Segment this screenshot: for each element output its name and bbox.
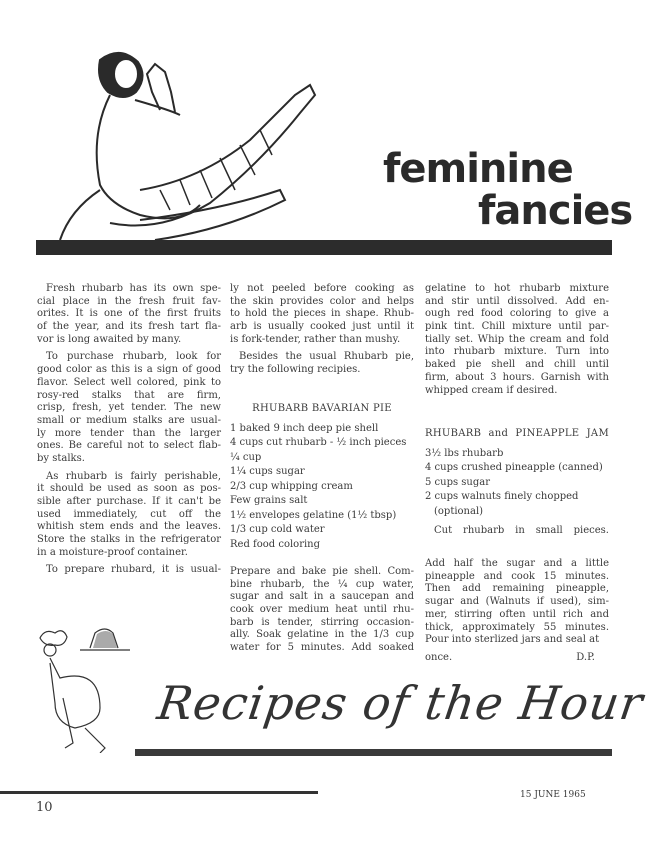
paragraph — [37, 351, 221, 465]
text-line: Then add remaining pineapple, — [425, 583, 609, 595]
article-column-1 — [37, 283, 221, 582]
ingredient-item: 5 cups sugar — [425, 476, 491, 488]
ingredient-item: 2 cups walnuts finely chopped — [425, 491, 579, 503]
paragraph — [37, 283, 221, 346]
text-line: to hold the pieces in shape. Rhub- — [230, 308, 414, 320]
text-line: sible after purchase. If it can't be — [37, 496, 221, 507]
paragraph — [37, 471, 221, 560]
text-line: barb is tender, stirring occasion- — [230, 616, 414, 628]
text-line: Store the stalks in the refrigerator — [37, 534, 221, 546]
text-line: vor is long awaited by many. — [37, 333, 182, 345]
text-line: Pour into sterlized jars and seal at — [425, 634, 600, 646]
text-line: whitish stem ends and the leaves. — [37, 521, 221, 533]
text-line: sugar and (Walnuts if used), sim- — [425, 596, 609, 608]
text-line: cook over medium heat until rhu- — [230, 604, 414, 616]
text-line: Fresh rhubarb has its own spe- — [46, 283, 221, 294]
ingredient-item: 1¼ cups sugar — [230, 466, 305, 478]
ingredient-list — [425, 447, 609, 520]
text-line: ly more tender than the larger — [37, 427, 221, 439]
text-line: ones. Be careful not to select flab- — [37, 440, 221, 452]
text-line: rosy-red stalks that are firm, — [37, 389, 221, 401]
text-line: pineapple and cook 15 minutes. — [425, 570, 609, 582]
ingredient-item: 1/3 cup cold water — [230, 524, 325, 536]
text-line: of the year, and its fresh tart fla- — [37, 321, 221, 333]
text-line: bine rhubarb, the ¼ cup water, — [230, 578, 414, 590]
text-line: used immediately, cut off the — [37, 508, 221, 520]
page-number: 10 — [36, 800, 53, 815]
spacer — [425, 402, 609, 422]
text-line: Cut rhubarb in small pieces. — [434, 525, 609, 537]
text-line: ough red food coloring to give a — [425, 308, 609, 320]
text-line: baked pie shell and chill until — [425, 359, 609, 371]
text-line: ly not peeled before cooking as — [230, 283, 414, 294]
paragraph — [230, 283, 414, 346]
text-line: good color as this is a sign of good — [37, 364, 221, 376]
text-line: To purchase rhubarb, look for — [46, 351, 221, 363]
text-line: small or medium stalks are usual- — [37, 414, 221, 426]
text-line: try the following recipies. — [230, 364, 361, 376]
text-line: Prepare and bake pie shell. Com- — [230, 566, 414, 578]
spacer — [230, 377, 414, 397]
paragraph — [37, 564, 221, 577]
text-line: once. — [425, 651, 453, 663]
author-initials: D.P. — [576, 651, 595, 663]
ingredient-item: ¼ cup — [230, 451, 262, 463]
text-line: arb is usually cooked just until it — [230, 321, 414, 333]
text-line: is fork-tender, rather than mushy. — [230, 333, 401, 345]
text-line: in a moisture-proof container. — [37, 546, 188, 558]
ingredient-item: 3½ lbs rhubarb — [425, 447, 504, 459]
ingredient-item: 4 cups crushed pineapple (canned) — [425, 462, 603, 474]
paragraph — [230, 351, 414, 376]
text-line: whipped cream if desired. — [425, 384, 558, 396]
ingredient-item: 2/3 cup whipping cream — [230, 480, 353, 492]
text-line: thick, approximately 55 minutes. — [425, 621, 609, 633]
text-line: crisp, fresh, yet tender. The new — [37, 402, 221, 414]
text-line: mer, stirring often until rich and — [425, 608, 609, 620]
text-line: and stir until dissolved. Add en- — [425, 295, 609, 307]
title-banner-bar — [36, 240, 612, 255]
recipe-heading: RHUBARB BAVARIAN PIE — [252, 402, 392, 414]
text-line: sugar and salt in a saucepan and — [230, 591, 414, 603]
text-line: it should be used as soon as pos- — [37, 483, 221, 495]
ingredient-item: 4 cups cut rhubarb - ½ inch pieces — [230, 437, 407, 449]
ingredient-item: Red food coloring — [230, 538, 321, 550]
text-line: ally. Soak gelatine in the 1/3 cup — [230, 629, 414, 641]
footer-rule — [0, 791, 318, 794]
paragraph — [425, 558, 609, 647]
closing-line — [425, 652, 609, 665]
ingredient-item: 1½ envelopes gelatine (1½ tbsp) — [230, 509, 397, 521]
woman-illustration — [40, 40, 340, 250]
text-line: firm, about 3 hours. Garnish with — [425, 371, 609, 383]
title-line-2: fancies — [478, 188, 633, 234]
ingredient-item: Few grains salt — [230, 495, 308, 507]
section-bar — [135, 749, 612, 756]
title-line-1: feminine — [383, 146, 573, 192]
text-line: As rhubarb is fairly perishable, — [46, 470, 221, 482]
text-line: Besides the usual Rhubarb pie, — [239, 351, 414, 363]
text-line: the skin provides color and helps — [230, 295, 414, 307]
text-line: To prepare rhubard, it is usual- — [46, 564, 221, 576]
text-line: water for 5 minutes. Add soaked — [230, 642, 414, 654]
chef-illustration — [30, 628, 130, 753]
section-title: Recipes of the Hour — [154, 676, 647, 730]
ingredient-note: (optional) — [434, 505, 484, 517]
text-line: gelatine to hot rhubarb mixture — [425, 283, 609, 294]
text-line: cial place in the fresh fruit fav- — [37, 295, 221, 307]
paragraph — [230, 566, 414, 655]
article-column-2 — [230, 283, 414, 660]
text-line: by stalks. — [37, 452, 85, 464]
text-line: Add half the sugar and a little — [425, 558, 609, 570]
text-line: orites. It is one of the first fruits — [37, 308, 221, 320]
ingredient-item: 1 baked 9 inch deep pie shell — [230, 422, 379, 434]
paragraph — [425, 283, 609, 397]
recipe-heading: RHUBARB and PINEAPPLE JAM — [425, 428, 609, 440]
paragraph — [425, 525, 609, 538]
ingredient-list — [230, 422, 414, 553]
text-line: into rhubarb mixture. Turn into — [425, 346, 609, 358]
text-line: pink tint. Chill mixture until par- — [425, 321, 609, 333]
text-line: tially set. Whip the cream and fold — [425, 333, 609, 345]
issue-date: 15 JUNE 1965 — [520, 790, 586, 800]
article-column-3 — [425, 283, 609, 665]
text-line: flavor. Select well colored, pink to — [37, 376, 221, 388]
